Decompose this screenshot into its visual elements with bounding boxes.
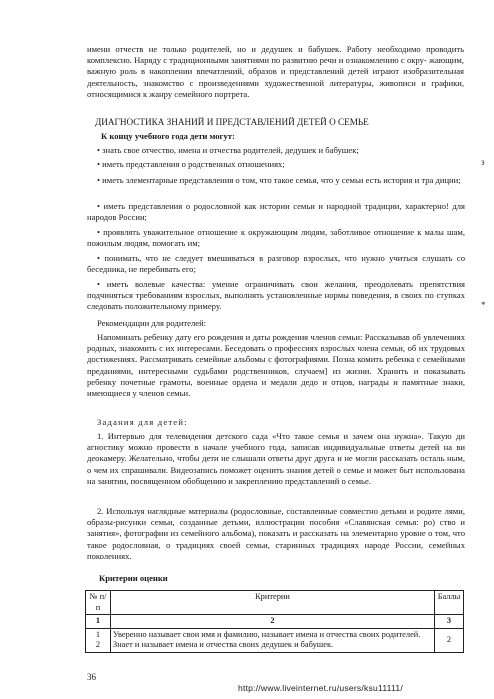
- bullet-5: • проявлять уважительное отношение к окружающим людям, заботливое отношение к малы шам, пожилым людям, помогать им;: [87, 227, 465, 249]
- bullet-6: • понимать, что не следует вмешиваться в разговор взрослых, что нужно учиться слушать со беседника, не перебивать его;: [87, 253, 465, 275]
- row-numbers: [86, 628, 111, 652]
- margin-mark: *: [481, 300, 486, 310]
- row-number: 1: [95, 629, 101, 639]
- recommend-paragraph: Напоминать ребенку дату его рождения и даты рождения членов семьи: Рассказывав об увлечениях родных, знакомить с их интересами. Беседовать о профессиях взрослых члена семьи, об их трудовых достижениях. Рассматривать семейные альбомы с фотографиями. Позна комить ребенка с семейными преданиями, интересными судьбами родственников, случаем] из жизни. Хранить и показывать ребенку почетные грамоты, военные ордена и медали дедо и отцов, награды и памятные знаки, имеющиеся у членов семьи.: [87, 332, 465, 399]
- criterion-text: Знает и называет имена и отчества своих дедушек и бабушек.: [113, 640, 334, 649]
- bullet-1: • знать свое отчество, имена и отчества родителей, дедушек и бабушек;: [97, 145, 359, 155]
- bullet-4: • иметь представления о родословной как истории семьи и народной традиции, характерно! для народов России;: [87, 201, 465, 223]
- bullet-2: • иметь представления о родственных отношениях;: [97, 159, 285, 169]
- subtitle: К концу учебного года дети могут:: [101, 131, 235, 141]
- tasks-heading: Задания для детей:: [97, 417, 188, 427]
- watermark-url: http://www.liveinternet.ru/users/ksu11111/: [238, 683, 403, 693]
- page-number: 36: [87, 672, 96, 682]
- intro-paragraph: имени отчеств не только родителей, но и дедушек и бабушек. Работу необходимо проводить комплексно. Наряду с традиционными занятиями по развитию речи и ознакомлению с окру- жающим, важную роль в накоплении впечатлений, образов и представлений детей играют изобразительная деятельность, знакомство с произведениями художественной литературы, живописи и графики, относящимися к жанру семейного портрета.: [87, 44, 464, 99]
- col-number-3: 3: [435, 615, 464, 629]
- task-2: 2. Используя наглядные материалы (родословные, составленные совместно детьми и родите лями, образы-рисунки семьи, созданные детьми, иллюстрации пособия «Славянская семья: ро) ство и занятия», фотографии из семейного альбома), показать и рассказать на элементарно уровне о том, что такое родословная, о традициях своей семьи, старинных традициях народе России, семейных поколениях.: [87, 506, 465, 561]
- margin-mark: з: [481, 157, 485, 167]
- criteria-table: [85, 590, 464, 653]
- col-number-1: 1: [86, 615, 111, 629]
- criterion-text: Уверенно называет свои имя и фамилию, называет имена и отчества своих родителей.: [113, 629, 421, 639]
- row-criteria: [111, 628, 435, 652]
- col-header-number: № п/п: [86, 591, 111, 615]
- row-number: 2: [95, 640, 101, 649]
- task-1: 1. Интервью для телевидения детского сада «Что такое семья и зачем она нужна». Такую ди агностику можно провести в начале учебного года, записав индивидуальные ответы детей на ви деокамеру. Желательно, чтобы дети не слышали ответы друг друга и не могли рассказать осталь ным, о чем их спрашивали. Видеозапись поможет оценить знания детей о семье и может быт использована на занятии, посвященном обобщению и закреплению представлений о семье.: [87, 431, 465, 486]
- row-score: 2: [435, 628, 464, 652]
- criteria-heading: Критерии оценки: [99, 573, 168, 583]
- table-row: [86, 628, 464, 652]
- recommend-heading: Рекомендации для родителей:: [97, 318, 207, 328]
- col-header-score: Баллы: [435, 591, 464, 615]
- section-title: ДИАГНОСТИКА ЗНАНИЙ И ПРЕДСТАВЛЕНИЙ ДЕТЕЙ О СЕМЬЕ: [95, 117, 369, 127]
- bullet-7: • иметь волевые качества: умение ограничивать свои желания, преодолевать препятствия подчиняться требованиям взрослых, выполнять установленные нормы поведения, в своих по ступках следовать положительному примеру.: [87, 279, 465, 312]
- col-header-criteria: Критерии: [111, 591, 435, 615]
- bullet-3: • иметь элементарные представления о том, что такое семья, что у семьи есть история и тра диции;: [97, 175, 461, 185]
- col-number-2: 2: [111, 615, 435, 629]
